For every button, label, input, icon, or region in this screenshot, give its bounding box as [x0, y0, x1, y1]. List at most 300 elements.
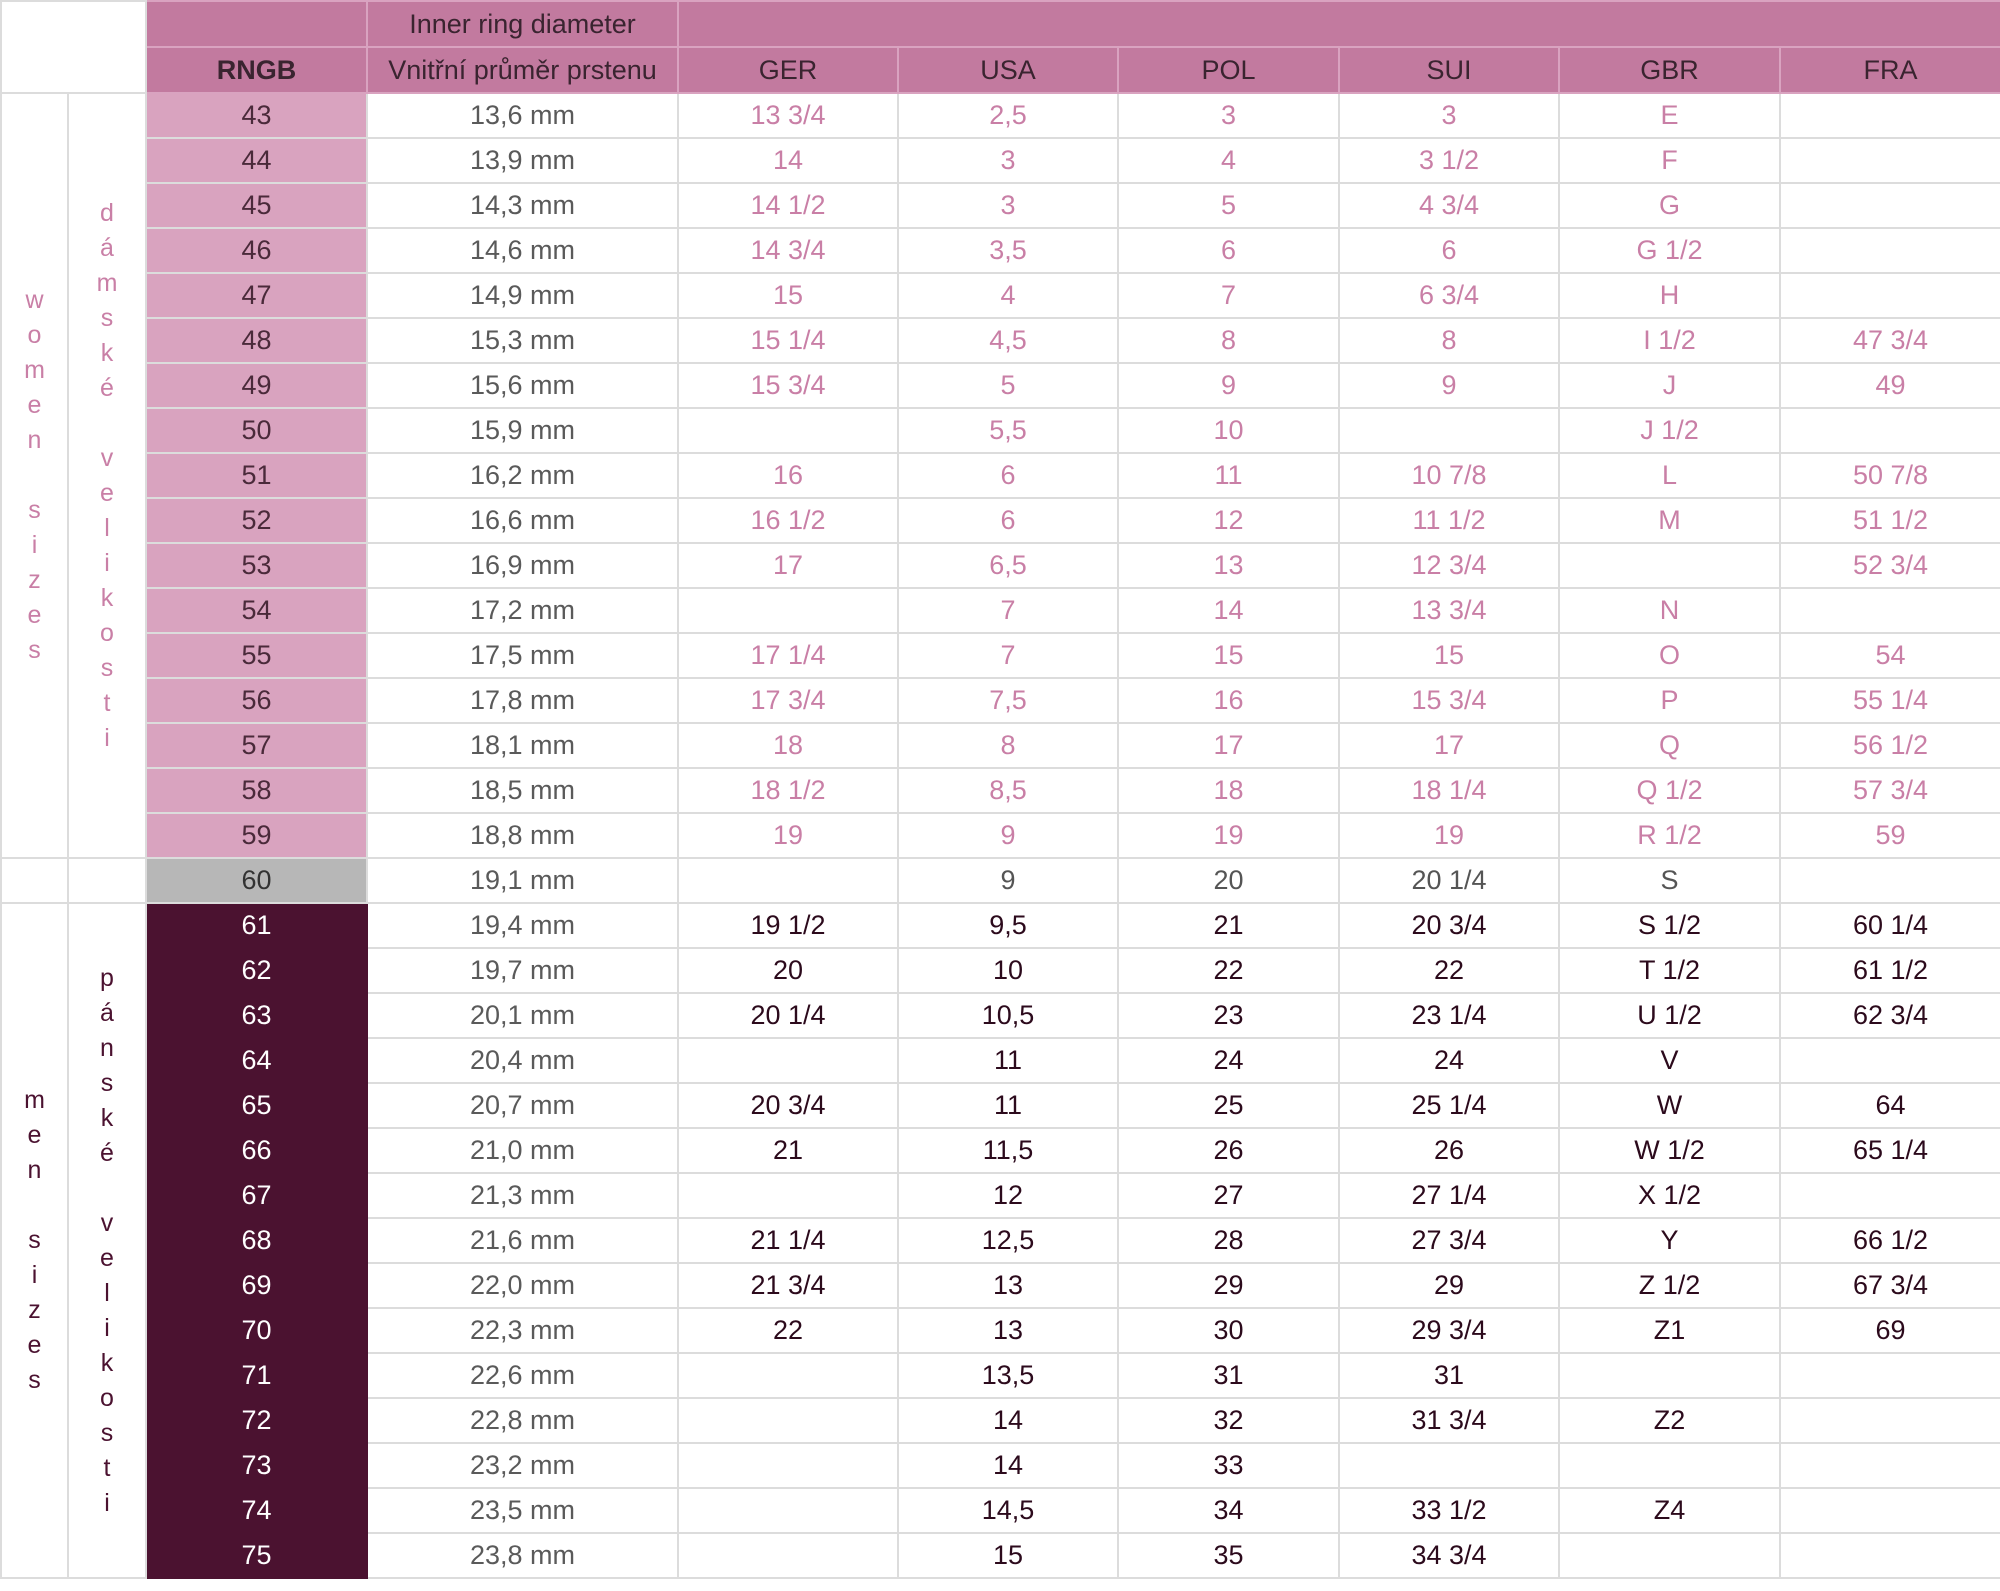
size-cell-fra: 47 3/4 [1780, 318, 2000, 363]
size-cell-sui: 29 [1339, 1263, 1559, 1308]
size-cell-sui: 19 [1339, 813, 1559, 858]
rngb-cell: 67 [146, 1173, 367, 1218]
size-cell-ger: 13 3/4 [678, 93, 898, 138]
rngb-cell: 66 [146, 1128, 367, 1173]
size-cell-ger: 21 3/4 [678, 1263, 898, 1308]
size-cell-gbr: G [1559, 183, 1780, 228]
diameter-cell: 14,9 mm [367, 273, 678, 318]
rngb-cell: 60 [146, 858, 367, 903]
diameter-cell: 22,3 mm [367, 1308, 678, 1353]
header-diameter-en: Inner ring diameter [367, 1, 678, 47]
size-cell-fra [1780, 228, 2000, 273]
size-cell-usa: 5,5 [898, 408, 1118, 453]
size-cell-sui: 33 1/2 [1339, 1488, 1559, 1533]
table-row [1, 1398, 2000, 1443]
table-row [1, 1533, 2000, 1578]
size-cell-sui [1339, 1443, 1559, 1488]
size-cell-gbr: E [1559, 93, 1780, 138]
rngb-cell: 63 [146, 993, 367, 1038]
size-cell-usa: 4 [898, 273, 1118, 318]
size-cell-usa: 7,5 [898, 678, 1118, 723]
table-row [1, 318, 2000, 363]
size-cell-fra [1780, 1488, 2000, 1533]
size-cell-sui: 22 [1339, 948, 1559, 993]
size-cell-fra [1780, 138, 2000, 183]
size-cell-pol: 5 [1118, 183, 1339, 228]
rngb-cell: 74 [146, 1488, 367, 1533]
table-row [1, 768, 2000, 813]
size-cell-pol: 4 [1118, 138, 1339, 183]
size-cell-sui: 4 3/4 [1339, 183, 1559, 228]
size-cell-pol: 27 [1118, 1173, 1339, 1218]
size-cell-fra: 59 [1780, 813, 2000, 858]
size-cell-usa: 9,5 [898, 903, 1118, 948]
women-sizes-label [1, 93, 68, 858]
size-cell-usa: 12,5 [898, 1218, 1118, 1263]
header-row-bottom [1, 47, 2000, 93]
size-cell-sui: 18 1/4 [1339, 768, 1559, 813]
size-cell-fra: 57 3/4 [1780, 768, 2000, 813]
size-cell-sui: 27 1/4 [1339, 1173, 1559, 1218]
size-cell-gbr: M [1559, 498, 1780, 543]
table-row [1, 183, 2000, 228]
table-row [1, 408, 2000, 453]
size-cell-pol: 34 [1118, 1488, 1339, 1533]
size-cell-usa: 11 [898, 1038, 1118, 1083]
table-row [1, 588, 2000, 633]
table-row [1, 1128, 2000, 1173]
size-cell-ger: 20 3/4 [678, 1083, 898, 1128]
rngb-cell: 44 [146, 138, 367, 183]
size-cell-usa: 2,5 [898, 93, 1118, 138]
table-row [1, 543, 2000, 588]
size-cell-pol: 9 [1118, 363, 1339, 408]
header-country-usa: USA [898, 47, 1118, 93]
size-cell-sui: 24 [1339, 1038, 1559, 1083]
size-cell-gbr: O [1559, 633, 1780, 678]
size-cell-usa: 3 [898, 138, 1118, 183]
size-cell-gbr: Z 1/2 [1559, 1263, 1780, 1308]
size-cell-ger [678, 1443, 898, 1488]
size-cell-usa: 3,5 [898, 228, 1118, 273]
diameter-cell: 21,3 mm [367, 1173, 678, 1218]
table-row [1, 228, 2000, 273]
table-row [1, 723, 2000, 768]
size-cell-fra: 67 3/4 [1780, 1263, 2000, 1308]
rngb-cell: 69 [146, 1263, 367, 1308]
size-cell-sui: 13 3/4 [1339, 588, 1559, 633]
size-cell-pol: 6 [1118, 228, 1339, 273]
size-cell-pol: 35 [1118, 1533, 1339, 1578]
size-cell-usa: 13,5 [898, 1353, 1118, 1398]
table-row [1, 498, 2000, 543]
diameter-cell: 16,2 mm [367, 453, 678, 498]
size-cell-fra [1780, 1353, 2000, 1398]
size-cell-pol: 8 [1118, 318, 1339, 363]
size-cell-ger: 14 [678, 138, 898, 183]
size-cell-sui: 27 3/4 [1339, 1218, 1559, 1263]
size-cell-sui: 3 [1339, 93, 1559, 138]
size-cell-fra [1780, 1533, 2000, 1578]
side-blank-cell [68, 858, 146, 903]
size-cell-gbr: Z4 [1559, 1488, 1780, 1533]
header-blank-rngb [146, 1, 367, 47]
size-cell-fra [1780, 1443, 2000, 1488]
diameter-cell: 14,3 mm [367, 183, 678, 228]
size-cell-pol: 10 [1118, 408, 1339, 453]
size-cell-fra: 54 [1780, 633, 2000, 678]
diameter-cell: 22,0 mm [367, 1263, 678, 1308]
table-row [1, 678, 2000, 723]
size-cell-fra [1780, 588, 2000, 633]
diameter-cell: 15,6 mm [367, 363, 678, 408]
size-cell-ger [678, 1173, 898, 1218]
size-cell-gbr: X 1/2 [1559, 1173, 1780, 1218]
diameter-cell: 16,6 mm [367, 498, 678, 543]
size-cell-fra [1780, 408, 2000, 453]
size-cell-pol: 11 [1118, 453, 1339, 498]
diameter-cell: 19,4 mm [367, 903, 678, 948]
size-cell-pol: 14 [1118, 588, 1339, 633]
diameter-cell: 17,2 mm [367, 588, 678, 633]
rngb-cell: 56 [146, 678, 367, 723]
size-cell-gbr: N [1559, 588, 1780, 633]
diameter-cell: 20,7 mm [367, 1083, 678, 1128]
size-cell-usa: 14,5 [898, 1488, 1118, 1533]
size-cell-fra: 49 [1780, 363, 2000, 408]
panske-velikosti-label-text: p á n s k é v e l i k o s t i [100, 963, 114, 1517]
rngb-cell: 64 [146, 1038, 367, 1083]
size-cell-gbr: L [1559, 453, 1780, 498]
size-cell-fra: 65 1/4 [1780, 1128, 2000, 1173]
size-cell-pol: 13 [1118, 543, 1339, 588]
table-row [1, 1083, 2000, 1128]
table-row [1, 903, 2000, 948]
table-row [1, 1443, 2000, 1488]
size-cell-usa: 9 [898, 813, 1118, 858]
size-cell-usa: 3 [898, 183, 1118, 228]
size-cell-sui: 23 1/4 [1339, 993, 1559, 1038]
table-row [1, 993, 2000, 1038]
diameter-cell: 13,6 mm [367, 93, 678, 138]
rngb-cell: 52 [146, 498, 367, 543]
diameter-cell: 15,9 mm [367, 408, 678, 453]
table-row [1, 453, 2000, 498]
size-cell-gbr: Q 1/2 [1559, 768, 1780, 813]
size-cell-pol: 7 [1118, 273, 1339, 318]
size-cell-sui: 25 1/4 [1339, 1083, 1559, 1128]
size-cell-sui: 12 3/4 [1339, 543, 1559, 588]
size-cell-gbr: F [1559, 138, 1780, 183]
diameter-cell: 14,6 mm [367, 228, 678, 273]
rngb-cell: 47 [146, 273, 367, 318]
rngb-cell: 58 [146, 768, 367, 813]
size-cell-ger [678, 858, 898, 903]
size-cell-fra: 66 1/2 [1780, 1218, 2000, 1263]
size-cell-pol: 25 [1118, 1083, 1339, 1128]
size-cell-ger: 20 1/4 [678, 993, 898, 1038]
size-cell-gbr: S 1/2 [1559, 903, 1780, 948]
size-cell-pol: 31 [1118, 1353, 1339, 1398]
size-cell-sui: 20 3/4 [1339, 903, 1559, 948]
table-row [1, 633, 2000, 678]
size-cell-usa: 13 [898, 1308, 1118, 1353]
size-cell-ger: 15 1/4 [678, 318, 898, 363]
size-cell-fra: 56 1/2 [1780, 723, 2000, 768]
diameter-cell: 18,8 mm [367, 813, 678, 858]
side-blank-cell [1, 858, 68, 903]
size-cell-usa: 6 [898, 453, 1118, 498]
rngb-cell: 73 [146, 1443, 367, 1488]
size-cell-fra [1780, 1038, 2000, 1083]
size-cell-ger [678, 1398, 898, 1443]
size-cell-gbr: Q [1559, 723, 1780, 768]
rngb-cell: 49 [146, 363, 367, 408]
header-country-pol: POL [1118, 47, 1339, 93]
size-cell-usa: 6,5 [898, 543, 1118, 588]
size-cell-ger [678, 1038, 898, 1083]
rngb-cell: 75 [146, 1533, 367, 1578]
size-cell-usa: 11 [898, 1083, 1118, 1128]
diameter-cell: 18,1 mm [367, 723, 678, 768]
diameter-cell: 20,1 mm [367, 993, 678, 1038]
diameter-cell: 23,2 mm [367, 1443, 678, 1488]
diameter-cell: 15,3 mm [367, 318, 678, 363]
rngb-cell: 72 [146, 1398, 367, 1443]
size-cell-ger: 17 1/4 [678, 633, 898, 678]
size-cell-pol: 19 [1118, 813, 1339, 858]
size-cell-pol: 18 [1118, 768, 1339, 813]
size-cell-usa: 8 [898, 723, 1118, 768]
size-cell-ger: 18 1/2 [678, 768, 898, 813]
size-cell-pol: 30 [1118, 1308, 1339, 1353]
size-cell-sui: 31 3/4 [1339, 1398, 1559, 1443]
size-cell-ger: 14 3/4 [678, 228, 898, 273]
diameter-cell: 16,9 mm [367, 543, 678, 588]
size-cell-sui: 17 [1339, 723, 1559, 768]
size-cell-ger [678, 588, 898, 633]
size-cell-sui: 34 3/4 [1339, 1533, 1559, 1578]
size-cell-fra: 69 [1780, 1308, 2000, 1353]
size-cell-pol: 15 [1118, 633, 1339, 678]
rngb-cell: 65 [146, 1083, 367, 1128]
size-cell-usa: 9 [898, 858, 1118, 903]
size-cell-pol: 12 [1118, 498, 1339, 543]
size-cell-gbr: Z1 [1559, 1308, 1780, 1353]
size-cell-usa: 6 [898, 498, 1118, 543]
size-cell-sui: 15 [1339, 633, 1559, 678]
diameter-cell: 13,9 mm [367, 138, 678, 183]
size-cell-usa: 12 [898, 1173, 1118, 1218]
table-row [1, 93, 2000, 138]
size-cell-fra: 50 7/8 [1780, 453, 2000, 498]
diameter-cell: 23,5 mm [367, 1488, 678, 1533]
size-cell-usa: 8,5 [898, 768, 1118, 813]
size-cell-gbr [1559, 543, 1780, 588]
size-cell-usa: 14 [898, 1398, 1118, 1443]
size-cell-ger [678, 1353, 898, 1398]
rngb-cell: 54 [146, 588, 367, 633]
rngb-cell: 70 [146, 1308, 367, 1353]
size-cell-pol: 17 [1118, 723, 1339, 768]
size-cell-fra: 61 1/2 [1780, 948, 2000, 993]
rngb-cell: 53 [146, 543, 367, 588]
size-cell-fra: 64 [1780, 1083, 2000, 1128]
size-cell-gbr: I 1/2 [1559, 318, 1780, 363]
size-cell-ger: 15 3/4 [678, 363, 898, 408]
size-cell-fra [1780, 1173, 2000, 1218]
size-cell-ger [678, 1533, 898, 1578]
diameter-cell: 17,8 mm [367, 678, 678, 723]
size-cell-gbr [1559, 1443, 1780, 1488]
size-cell-sui: 26 [1339, 1128, 1559, 1173]
size-cell-usa: 5 [898, 363, 1118, 408]
diameter-cell: 22,8 mm [367, 1398, 678, 1443]
size-cell-pol: 26 [1118, 1128, 1339, 1173]
damske-velikosti-label [68, 93, 146, 858]
corner-cell [1, 1, 146, 93]
size-cell-pol: 3 [1118, 93, 1339, 138]
size-cell-pol: 24 [1118, 1038, 1339, 1083]
size-cell-sui: 9 [1339, 363, 1559, 408]
diameter-cell: 19,7 mm [367, 948, 678, 993]
size-cell-pol: 28 [1118, 1218, 1339, 1263]
size-cell-ger: 16 1/2 [678, 498, 898, 543]
diameter-cell: 22,6 mm [367, 1353, 678, 1398]
rngb-cell: 61 [146, 903, 367, 948]
rngb-cell: 48 [146, 318, 367, 363]
size-cell-fra [1780, 858, 2000, 903]
men-sizes-label [1, 903, 68, 1578]
diameter-cell: 20,4 mm [367, 1038, 678, 1083]
rngb-cell: 71 [146, 1353, 367, 1398]
table-row [1, 1038, 2000, 1083]
size-cell-usa: 15 [898, 1533, 1118, 1578]
diameter-cell: 21,0 mm [367, 1128, 678, 1173]
size-cell-sui: 3 1/2 [1339, 138, 1559, 183]
size-cell-ger: 22 [678, 1308, 898, 1353]
table-row [1, 138, 2000, 183]
size-cell-ger [678, 1488, 898, 1533]
size-cell-sui: 29 3/4 [1339, 1308, 1559, 1353]
size-cell-gbr: T 1/2 [1559, 948, 1780, 993]
table-row [1, 1308, 2000, 1353]
header-blank-countries [678, 1, 2000, 47]
size-cell-pol: 16 [1118, 678, 1339, 723]
size-cell-gbr: J 1/2 [1559, 408, 1780, 453]
size-cell-ger: 15 [678, 273, 898, 318]
size-cell-fra [1780, 183, 2000, 228]
panske-velikosti-label [68, 903, 146, 1578]
table-row [1, 948, 2000, 993]
size-cell-ger: 21 [678, 1128, 898, 1173]
damske-velikosti-label-text: d á m s k é v e l i k o s t i [96, 198, 118, 752]
rngb-cell: 57 [146, 723, 367, 768]
rngb-cell: 43 [146, 93, 367, 138]
size-cell-usa: 13 [898, 1263, 1118, 1308]
size-cell-pol: 20 [1118, 858, 1339, 903]
diameter-cell: 21,6 mm [367, 1218, 678, 1263]
size-cell-pol: 22 [1118, 948, 1339, 993]
size-cell-gbr: U 1/2 [1559, 993, 1780, 1038]
size-cell-gbr [1559, 1353, 1780, 1398]
size-cell-gbr: W 1/2 [1559, 1128, 1780, 1173]
size-cell-pol: 33 [1118, 1443, 1339, 1488]
size-cell-usa: 7 [898, 588, 1118, 633]
size-cell-usa: 10 [898, 948, 1118, 993]
size-cell-ger: 14 1/2 [678, 183, 898, 228]
rngb-cell: 59 [146, 813, 367, 858]
header-row-top [1, 1, 2000, 47]
size-cell-fra [1780, 93, 2000, 138]
size-cell-gbr: W [1559, 1083, 1780, 1128]
size-cell-sui: 31 [1339, 1353, 1559, 1398]
size-cell-usa: 7 [898, 633, 1118, 678]
size-cell-gbr [1559, 1533, 1780, 1578]
size-cell-pol: 21 [1118, 903, 1339, 948]
size-cell-fra: 60 1/4 [1780, 903, 2000, 948]
size-cell-usa: 14 [898, 1443, 1118, 1488]
size-cell-usa: 10,5 [898, 993, 1118, 1038]
size-cell-gbr: Y [1559, 1218, 1780, 1263]
size-cell-gbr: G 1/2 [1559, 228, 1780, 273]
size-cell-sui: 6 [1339, 228, 1559, 273]
header-country-gbr: GBR [1559, 47, 1780, 93]
size-cell-fra: 52 3/4 [1780, 543, 2000, 588]
diameter-cell: 18,5 mm [367, 768, 678, 813]
rngb-cell: 51 [146, 453, 367, 498]
size-cell-sui: 6 3/4 [1339, 273, 1559, 318]
size-cell-ger: 17 3/4 [678, 678, 898, 723]
size-cell-ger: 16 [678, 453, 898, 498]
size-cell-gbr: P [1559, 678, 1780, 723]
table-row [1, 1173, 2000, 1218]
women-sizes-label-text: w o m e n s i z e s [24, 286, 45, 664]
size-cell-ger: 21 1/4 [678, 1218, 898, 1263]
size-cell-sui: 11 1/2 [1339, 498, 1559, 543]
table-row [1, 858, 2000, 903]
size-cell-gbr: J [1559, 363, 1780, 408]
size-cell-sui: 10 7/8 [1339, 453, 1559, 498]
size-cell-gbr: H [1559, 273, 1780, 318]
rngb-cell: 62 [146, 948, 367, 993]
size-cell-ger: 17 [678, 543, 898, 588]
size-cell-fra [1780, 1398, 2000, 1443]
table-row [1, 363, 2000, 408]
table-row [1, 813, 2000, 858]
size-cell-pol: 23 [1118, 993, 1339, 1038]
men-sizes-label-text: m e n s i z e s [24, 1086, 45, 1394]
diameter-cell: 23,8 mm [367, 1533, 678, 1578]
header-country-fra: FRA [1780, 47, 2000, 93]
header-diameter-cz: Vnitřní průměr prstenu [367, 47, 678, 93]
size-cell-fra [1780, 273, 2000, 318]
rngb-cell: 45 [146, 183, 367, 228]
size-cell-sui [1339, 408, 1559, 453]
size-cell-ger [678, 408, 898, 453]
size-cell-ger: 20 [678, 948, 898, 993]
size-cell-sui: 8 [1339, 318, 1559, 363]
diameter-cell: 19,1 mm [367, 858, 678, 903]
size-cell-pol: 29 [1118, 1263, 1339, 1308]
size-cell-gbr: S [1559, 858, 1780, 903]
table-row [1, 273, 2000, 318]
size-cell-sui: 20 1/4 [1339, 858, 1559, 903]
size-cell-fra: 62 3/4 [1780, 993, 2000, 1038]
rngb-cell: 46 [146, 228, 367, 273]
size-cell-usa: 11,5 [898, 1128, 1118, 1173]
size-cell-gbr: V [1559, 1038, 1780, 1083]
